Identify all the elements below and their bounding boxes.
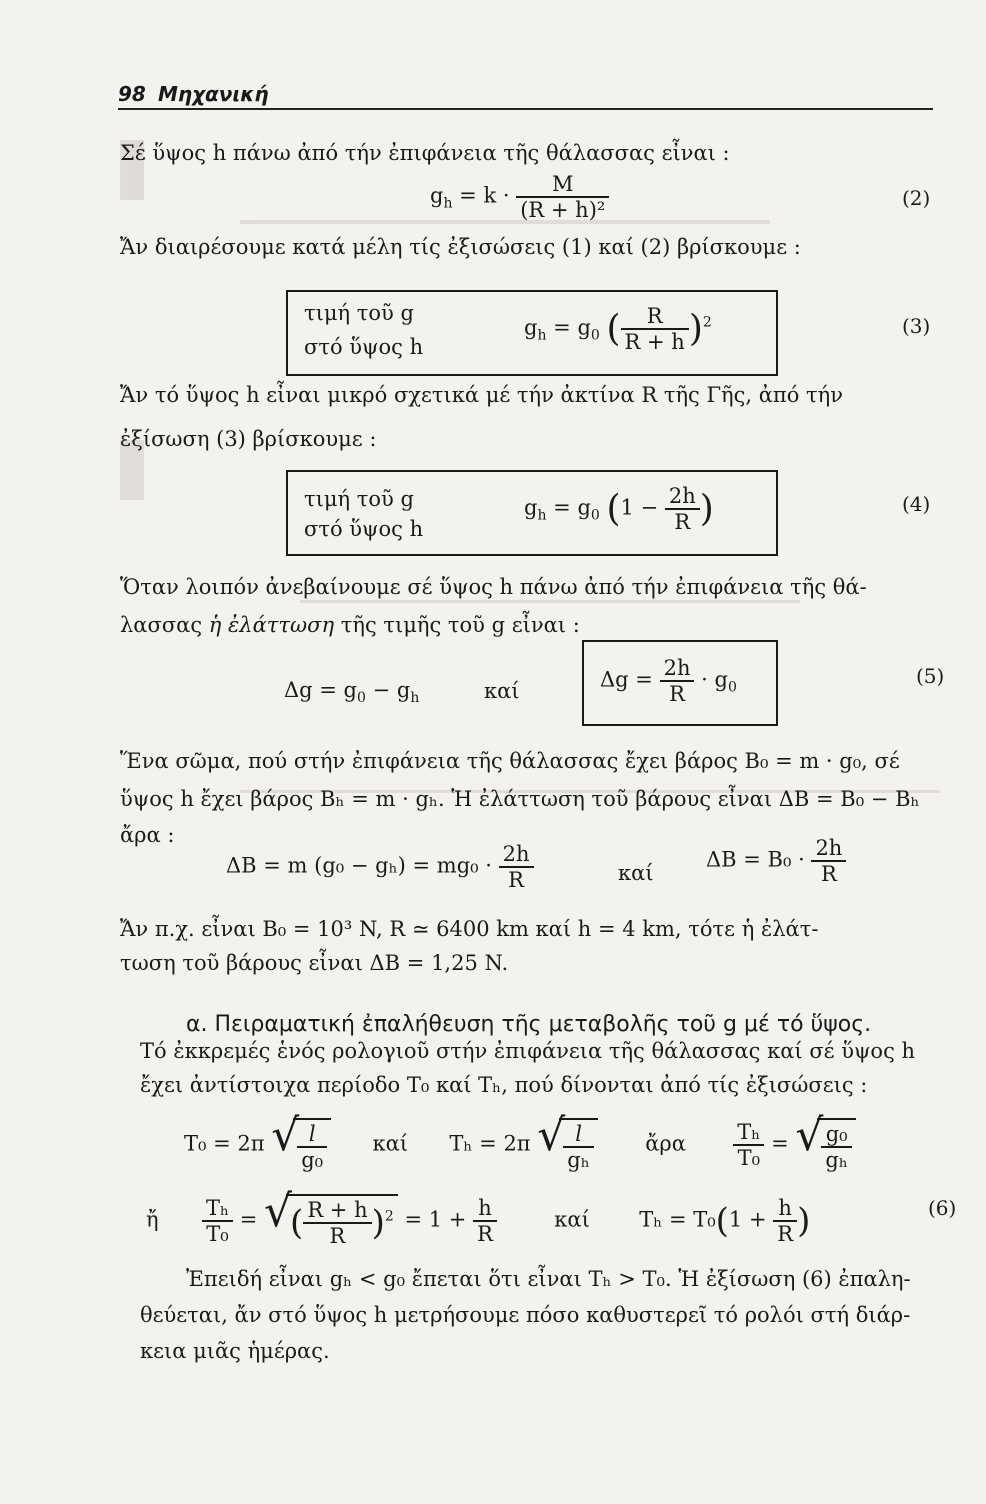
fraction — [773, 1196, 797, 1246]
page-header — [118, 80, 933, 110]
numerator: 2h — [668, 484, 696, 508]
paragraph-line: Τό ἐκκρεμές ἑνός ρολογιοῦ στήν ἐπιφάνεια τῆς θάλασσας καί σέ ὕψος h — [140, 1039, 916, 1063]
box-label: στό ὕψος h — [304, 517, 424, 541]
equation-2 — [430, 172, 609, 222]
denominator: (R + h)² — [516, 196, 609, 222]
paren-close: ) — [688, 308, 703, 350]
paragraph-line: θεύεται, ἄν στό ὕψος h μετρήσουμε πόσο καθυστερεῖ τό ρολόι στή διάρ- — [140, 1303, 911, 1327]
equation-body — [524, 304, 712, 354]
equation-number: (5) — [916, 664, 945, 688]
conjunction: ἄρα — [645, 1131, 686, 1156]
eq-text: ΔB = m (g₀ − gₕ) = mg₀ · — [226, 853, 492, 878]
eq-text: = 1 + — [404, 1207, 467, 1232]
paragraph-line: Ἄν διαιρέσουμε κατά μέλη τίς ἐξισώσεις (1) καί (2) βρίσκουμε : — [120, 235, 801, 259]
paren-close: ) — [699, 488, 714, 530]
equation-weight-loss-2 — [706, 836, 846, 886]
section-heading: α. Πειραματική ἐπαλήθευση τῆς μεταβολῆς τοῦ g μέ τό ὕψος. — [186, 1012, 872, 1037]
paragraph-line: Ἐπειδή εἶναι gₕ < g₀ ἔπεται ὅτι εἶναι Tₕ > T₀. Ἡ ἐξίσωση (6) ἐπαλη- — [186, 1267, 911, 1291]
numerator: l — [575, 1122, 582, 1146]
fraction — [733, 1120, 764, 1170]
eq-text: = k · — [459, 183, 510, 208]
denominator: R — [811, 860, 846, 886]
eq-subscript: 0 — [357, 690, 366, 707]
fraction — [665, 484, 700, 534]
eq-text: Tₕ = 2π — [449, 1131, 531, 1156]
equation-number: (2) — [902, 186, 931, 210]
denominator: T₀ — [733, 1144, 764, 1170]
paragraph-line: Ἄν π.χ. εἶναι B₀ = 10³ N, R ≃ 6400 km καί h = 4 km, τότε ἡ ἐλάτ- — [120, 917, 819, 941]
paren-open: ( — [606, 488, 621, 530]
eq-text: = — [771, 1131, 789, 1156]
radical-sign: √ — [795, 1110, 824, 1161]
denominator: R — [773, 1220, 797, 1246]
fraction — [563, 1122, 594, 1172]
square-root — [271, 1110, 331, 1172]
fraction — [660, 656, 695, 706]
paren-close: ) — [371, 1203, 385, 1243]
numerator: h — [478, 1196, 492, 1220]
exponent: 2 — [702, 314, 712, 331]
eq-text: = g — [553, 315, 591, 340]
eq-symbol: g — [524, 495, 538, 520]
denominator: T₀ — [202, 1220, 233, 1246]
eq-subscript: h — [537, 327, 547, 344]
numerator: l — [308, 1122, 316, 1146]
box-label: τιμή τοῦ g — [304, 487, 414, 511]
equation-weight-loss — [226, 842, 534, 892]
equation-body — [524, 484, 714, 534]
boxed-equation-3 — [286, 290, 778, 376]
eq-text: 1 + — [728, 1207, 767, 1232]
conjunction: ἤ — [146, 1207, 159, 1232]
eq-text: ΔB = B₀ · — [706, 847, 805, 872]
square-root — [537, 1110, 598, 1172]
paragraph-line: ἔχει ἀντίστοιχα περίοδο T₀ καί Tₕ, πού δίνονται ἀπό τίς ἐξισώσεις : — [140, 1073, 868, 1097]
numerator: Tₕ — [737, 1120, 761, 1144]
denominator: R — [473, 1220, 497, 1246]
radicand — [286, 1194, 398, 1248]
denominator: R + h — [621, 328, 689, 354]
paren-close: ) — [797, 1201, 811, 1241]
denominator: R — [499, 866, 534, 892]
equation-number: (4) — [902, 492, 931, 516]
equation-number: (3) — [902, 314, 931, 338]
paren-open: ( — [290, 1203, 304, 1243]
eq-text: Tₕ = T₀ — [639, 1207, 716, 1232]
eq-text: − g — [365, 678, 411, 702]
eq-subscript: h — [443, 195, 453, 212]
paragraph-line: Ἕνα σῶμα, πού στήν ἐπιφάνεια τῆς θάλασσας ἔχει βάρος B₀ = m · g₀, σέ — [120, 749, 900, 773]
numerator: R — [646, 304, 663, 328]
eq-symbol: g — [524, 315, 538, 340]
numerator: 2h — [502, 842, 530, 866]
text-run: τῆς τιμῆς τοῦ g εἶναι : — [334, 613, 580, 637]
square-root — [264, 1186, 398, 1248]
boxed-equation-5 — [582, 640, 778, 726]
fraction — [516, 172, 609, 222]
text-run: λασσας — [120, 613, 209, 637]
equation-periods — [184, 1110, 924, 1172]
exponent: 2 — [384, 1208, 394, 1225]
paragraph-line: κεια μιᾶς ἡμέρας. — [140, 1339, 330, 1363]
equation-number: (6) — [928, 1196, 957, 1220]
eq-text: Δg = — [600, 667, 653, 692]
eq-subscript: h — [410, 690, 420, 707]
radical-sign: √ — [537, 1110, 566, 1161]
paragraph-line: Ὅταν λοιπόν ἀνεβαίνουμε σέ ὕψος h πάνω ἀπό τήν ἐπιφάνεια τῆς θά- — [120, 575, 867, 599]
conjunction: καί — [618, 861, 654, 885]
paragraph-line: ὕψος h ἔχει βάρος Bₕ = m · gₕ. Ἡ ἐλάττωση τοῦ βάρους εἶναι ΔB = B₀ − Bₕ — [120, 787, 920, 811]
page-number: 98 — [118, 82, 146, 106]
paragraph-line: ἄρα : — [120, 823, 175, 847]
square-root — [795, 1110, 856, 1172]
numerator: 2h — [663, 656, 691, 680]
paragraph-line: Σέ ὕψος h πάνω ἀπό τήν ἐπιφάνεια τῆς θάλασσας εἶναι : — [120, 141, 730, 165]
denominator: gₕ — [563, 1146, 594, 1172]
denominator: g₀ — [297, 1146, 327, 1172]
equation-5-left — [284, 678, 419, 706]
conjunction: καί — [554, 1207, 590, 1232]
eq-text: Δg = g — [284, 678, 357, 702]
denominator: R — [660, 680, 695, 706]
emphasis-text: ἡ ἐλάττωση — [208, 613, 335, 637]
numerator: g₀ — [825, 1122, 848, 1146]
paragraph-line: Ἄν τό ὕψος h εἶναι μικρό σχετικά μέ τήν ἀκτίνα R τῆς Γῆς, ἀπό τήν — [120, 383, 843, 407]
paragraph-line: τωση τοῦ βάρους εἶναι ΔB = 1,25 N. — [120, 951, 509, 975]
denominator: gₕ — [821, 1146, 852, 1172]
numerator: Tₕ — [205, 1196, 230, 1220]
eq-subscript: 0 — [590, 327, 600, 344]
eq-text: · g — [701, 667, 728, 692]
eq-subscript: 0 — [590, 507, 600, 524]
equation-body — [600, 656, 737, 706]
boxed-equation-4 — [286, 470, 778, 556]
paren-open: ( — [715, 1201, 729, 1241]
conjunction: καί — [372, 1131, 409, 1156]
fraction — [811, 836, 846, 886]
fraction — [202, 1196, 233, 1246]
fraction — [303, 1198, 371, 1248]
numerator: 2h — [815, 836, 843, 860]
paragraph-line: ἐξίσωση (3) βρίσκουμε : — [120, 427, 377, 451]
numerator: h — [778, 1196, 792, 1220]
eq-subscript: h — [537, 507, 547, 524]
eq-text: T₀ = 2π — [184, 1131, 265, 1156]
fraction — [473, 1196, 497, 1246]
paren-open: ( — [606, 308, 621, 350]
denominator: R — [665, 508, 700, 534]
radical-sign: √ — [264, 1186, 293, 1237]
denominator: R — [303, 1222, 371, 1248]
box-label: στό ὕψος h — [304, 335, 424, 359]
conjunction: καί — [484, 679, 520, 703]
fraction — [297, 1122, 327, 1172]
numerator: R + h — [307, 1198, 368, 1222]
fraction — [499, 842, 534, 892]
box-label: τιμή τοῦ g — [304, 301, 414, 325]
numerator: M — [552, 172, 574, 196]
fraction — [821, 1122, 852, 1172]
paragraph-line — [120, 612, 580, 638]
eq-text: 1 − — [620, 495, 659, 520]
radical-sign: √ — [271, 1110, 300, 1161]
eq-symbol: g — [430, 183, 444, 208]
equation-6 — [146, 1186, 906, 1248]
eq-text: = g — [553, 495, 591, 520]
eq-text: = — [239, 1207, 258, 1232]
eq-subscript: 0 — [727, 679, 737, 696]
section-title: Μηχανική — [158, 82, 269, 106]
fraction — [621, 304, 689, 354]
